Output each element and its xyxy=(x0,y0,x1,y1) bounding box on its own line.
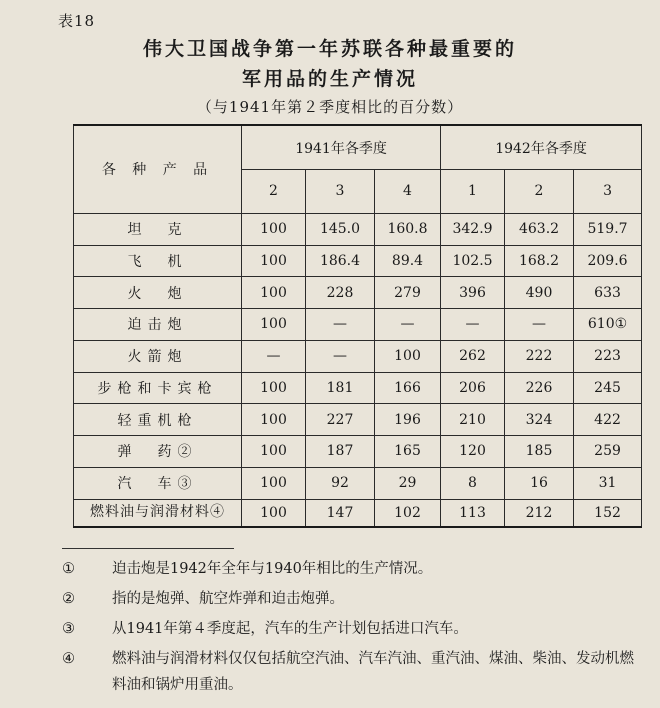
value-cell: 396 xyxy=(441,277,505,309)
table-row xyxy=(74,213,642,245)
footnote-mark: ④ xyxy=(62,651,75,667)
table-row xyxy=(74,467,642,499)
value-cell: 186.4 xyxy=(306,245,375,277)
table-row xyxy=(74,245,642,277)
footnote-4 xyxy=(62,646,642,693)
quarter-header: 4 xyxy=(375,170,441,214)
value-cell: 166 xyxy=(375,372,441,404)
value-cell: 324 xyxy=(505,404,574,436)
value-cell: 120 xyxy=(441,436,505,468)
value-cell: 342.9 xyxy=(441,213,505,245)
value-cell: 463.2 xyxy=(505,213,574,245)
value-cell: 113 xyxy=(441,499,505,527)
value-cell: 102 xyxy=(375,499,441,527)
product-name-cell: 燃料油与润滑材料④ xyxy=(74,499,242,527)
value-cell: 223 xyxy=(574,340,642,372)
group-header-1941: 1941年各季度 xyxy=(242,125,441,170)
group-header-1942: 1942年各季度 xyxy=(441,125,642,170)
table-row xyxy=(74,309,642,341)
footnote-mark: ③ xyxy=(62,621,75,637)
product-name-cell: 汽 车③ xyxy=(74,467,242,499)
production-table xyxy=(73,124,642,528)
value-cell: 100 xyxy=(242,245,306,277)
product-name-cell: 迫击炮 xyxy=(74,309,242,341)
value-cell: 227 xyxy=(306,404,375,436)
table-row xyxy=(74,404,642,436)
value-cell: 245 xyxy=(574,372,642,404)
value-cell: 29 xyxy=(375,467,441,499)
value-cell: 279 xyxy=(375,277,441,309)
value-cell: 100 xyxy=(242,372,306,404)
value-cell: — xyxy=(306,309,375,341)
subtitle: （与1941年第２季度相比的百分数） xyxy=(196,98,464,116)
title-line-2: 军用品的生产情况 xyxy=(241,68,418,90)
quarter-header: 2 xyxy=(505,170,574,214)
footnote-mark: ① xyxy=(62,561,75,577)
quarter-header: 3 xyxy=(574,170,642,214)
value-cell: 100 xyxy=(242,213,306,245)
product-name-cell: 火 炮 xyxy=(74,277,242,309)
value-cell: 100 xyxy=(242,404,306,436)
product-name-cell: 步枪和卡宾枪 xyxy=(74,372,242,404)
value-cell: 490 xyxy=(505,277,574,309)
value-cell: 185 xyxy=(505,436,574,468)
value-cell: 100 xyxy=(242,467,306,499)
product-name-cell: 弹 药② xyxy=(74,436,242,468)
table-row xyxy=(74,436,642,468)
value-cell: 160.8 xyxy=(375,213,441,245)
value-cell: 100 xyxy=(242,499,306,527)
footnote-2 xyxy=(62,586,642,612)
quarter-header: 2 xyxy=(242,170,306,214)
value-cell: 168.2 xyxy=(505,245,574,277)
value-cell: 100 xyxy=(242,277,306,309)
value-cell: 210 xyxy=(441,404,505,436)
footnote-text: 迫击炮是1942年全年与1940年相比的生产情况。 xyxy=(112,561,433,577)
footnote-text: 从1941年第４季度起，汽车的生产计划包括进口汽车。 xyxy=(112,621,468,637)
product-name-cell: 轻重机枪 xyxy=(74,404,242,436)
product-name-cell: 坦 克 xyxy=(74,213,242,245)
table-row xyxy=(74,372,642,404)
value-cell: 100 xyxy=(242,309,306,341)
quarter-header: 3 xyxy=(306,170,375,214)
value-cell: 89.4 xyxy=(375,245,441,277)
title-line-1: 伟大卫国战争第一年苏联各种最重要的 xyxy=(142,38,517,60)
product-name-cell: 火箭炮 xyxy=(74,340,242,372)
value-cell: 228 xyxy=(306,277,375,309)
value-cell: 152 xyxy=(574,499,642,527)
value-cell: — xyxy=(306,340,375,372)
value-cell: — xyxy=(441,309,505,341)
value-cell: — xyxy=(375,309,441,341)
value-cell: 16 xyxy=(505,467,574,499)
value-cell: 181 xyxy=(306,372,375,404)
table-row xyxy=(74,340,642,372)
value-cell: 100 xyxy=(375,340,441,372)
value-cell: 226 xyxy=(505,372,574,404)
footnote-mark: ② xyxy=(62,591,75,607)
notes-separator xyxy=(62,548,234,549)
value-cell: 165 xyxy=(375,436,441,468)
table-row xyxy=(74,277,642,309)
table-label: 表18 xyxy=(58,12,96,30)
value-cell: 145.0 xyxy=(306,213,375,245)
table-row xyxy=(74,499,642,527)
footnote-text: 燃料油与润滑材料仅仅包括航空汽油、汽车汽油、重汽油、煤油、柴油、发动机燃料油和锅炉用重油。 xyxy=(112,651,634,693)
footnote-1 xyxy=(62,556,642,582)
value-cell: 633 xyxy=(574,277,642,309)
value-cell: 422 xyxy=(574,404,642,436)
value-cell: 187 xyxy=(306,436,375,468)
value-cell: 206 xyxy=(441,372,505,404)
footnote-text: 指的是炮弹、航空炸弹和迫击炮弹。 xyxy=(112,591,344,607)
value-cell: 100 xyxy=(242,436,306,468)
value-cell: 610① xyxy=(574,309,642,341)
value-cell: 519.7 xyxy=(574,213,642,245)
header-row-groups xyxy=(74,125,642,170)
value-cell: 31 xyxy=(574,467,642,499)
product-name-cell: 飞 机 xyxy=(74,245,242,277)
value-cell: 262 xyxy=(441,340,505,372)
value-cell: 196 xyxy=(375,404,441,436)
value-cell: 212 xyxy=(505,499,574,527)
quarter-header: 1 xyxy=(441,170,505,214)
value-cell: 102.5 xyxy=(441,245,505,277)
value-cell: 92 xyxy=(306,467,375,499)
value-cell: — xyxy=(242,340,306,372)
value-cell: 209.6 xyxy=(574,245,642,277)
value-cell: 147 xyxy=(306,499,375,527)
product-column-header: 各 种 产 品 xyxy=(74,125,242,213)
value-cell: — xyxy=(505,309,574,341)
value-cell: 259 xyxy=(574,436,642,468)
value-cell: 222 xyxy=(505,340,574,372)
value-cell: 8 xyxy=(441,467,505,499)
footnote-3 xyxy=(62,616,642,642)
